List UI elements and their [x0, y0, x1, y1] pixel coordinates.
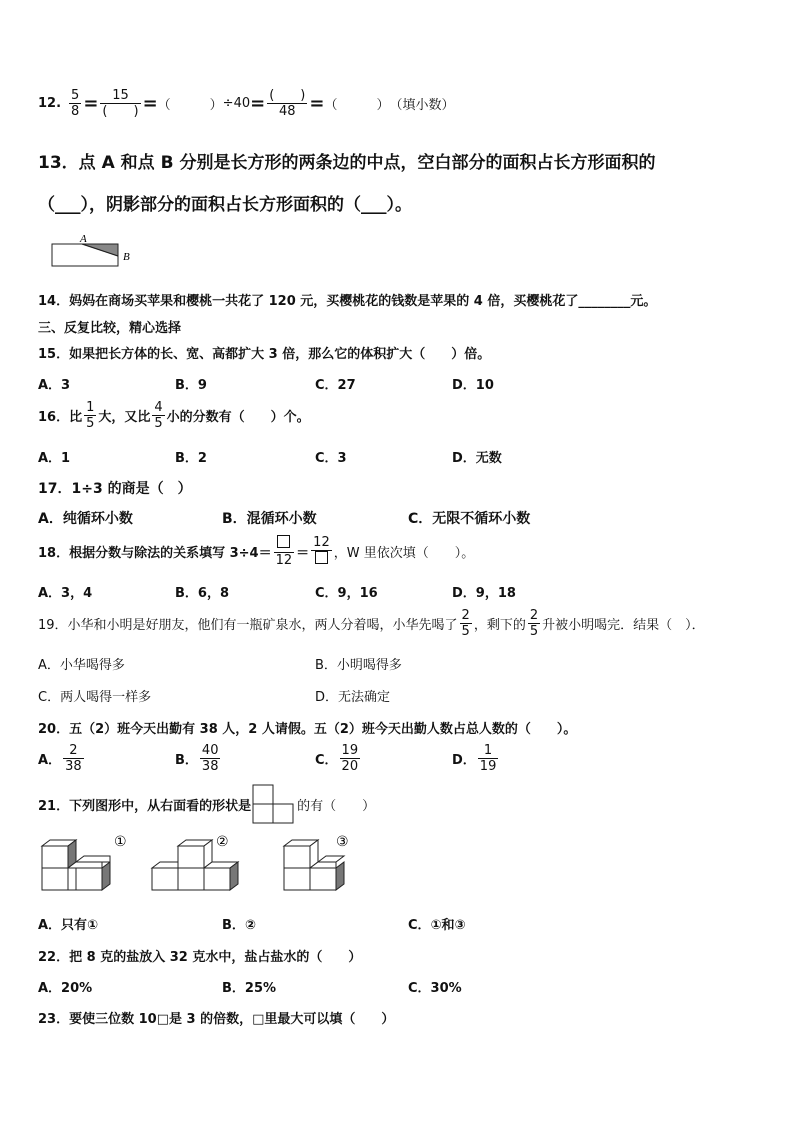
q12-fraction-2: $\frac{15}{( )}$: [102, 88, 139, 119]
q18-box-denominator[interactable]: [315, 551, 328, 564]
question-22: 22．把 8 克的盐放入 32 克水中，盐占盐水的（ ）: [38, 950, 362, 965]
q22-option-b[interactable]: B．25%: [222, 981, 277, 996]
q15-option-c[interactable]: C．27: [315, 378, 356, 393]
question-15: 15．如果把长方体的长、宽、高都扩大 3 倍，那么它的体积扩大（ ）倍。: [38, 347, 491, 362]
q21-figure-2-label: ②: [216, 834, 229, 850]
q21-figure-3-label: ③: [336, 834, 349, 850]
q12-equals-1: =: [83, 93, 99, 114]
q16-fraction-1: $\frac{1}{5}$: [86, 400, 95, 431]
q16-option-a[interactable]: A．1: [38, 451, 71, 466]
q18-box-numerator[interactable]: [277, 535, 290, 548]
q17-option-a[interactable]: A．纯循环小数: [38, 511, 133, 527]
question-16: 16．比 $\frac{1}{5}$ 大，又比 $\frac{4}{5}$ 小的分数有（ ）个。: [38, 400, 310, 431]
q15-option-d[interactable]: D．10: [452, 378, 494, 393]
q19-option-a[interactable]: A．小华喝得多: [38, 658, 125, 673]
q20-option-b-fraction: $\frac{40}{38}$: [201, 743, 219, 774]
q12-equals-3: =: [250, 93, 266, 114]
q18-option-a[interactable]: A．3，4: [38, 586, 93, 601]
q13-label-a: A: [80, 233, 87, 245]
q21-option-c[interactable]: C．①和③: [408, 918, 466, 933]
q20-option-c[interactable]: C． $\frac{19}{20}$: [315, 743, 359, 774]
q12-fraction-3: $\frac{( )}{48}$: [269, 88, 306, 119]
q12-number: 12.: [38, 96, 62, 111]
q21-figure-1-label: ①: [114, 834, 127, 850]
q21-figure-3: [282, 832, 362, 894]
q16-option-b[interactable]: B．2: [175, 451, 207, 466]
q12-note: （填小数）: [389, 98, 455, 113]
q21-figure-1: [40, 832, 130, 894]
q19-fraction-2: $\frac{2}{5}$: [529, 608, 539, 639]
q21-figure-2: [150, 832, 250, 894]
q18-option-c[interactable]: C．9，16: [315, 586, 378, 601]
question-13-line-1: 13．点 A 和点 B 分别是长方形的两条边的中点，空白部分的面积占长方形面积的: [38, 153, 656, 173]
q19-option-d[interactable]: D．无法确定: [315, 690, 391, 705]
q12-fraction-1: $\frac{5}{8}$: [71, 88, 80, 119]
q19-fraction-1: $\frac{2}{5}$: [461, 608, 470, 639]
question-23: 23．要使三位数 10□是 3 的倍数，□里最大可以填（ ）: [38, 1012, 395, 1027]
q16-option-c[interactable]: C．3: [315, 451, 347, 466]
q20-option-d[interactable]: D． $\frac{1}{19}$: [452, 743, 497, 774]
q12-blank-1[interactable]: （ ）: [157, 98, 223, 113]
q16-fraction-2: $\frac{4}{5}$: [154, 400, 163, 431]
q17-option-b[interactable]: B．混循环小数: [222, 511, 317, 527]
q12-equals-2: =: [142, 93, 158, 114]
question-21: 21．下列图形中，从右面看的形状是 的有（ ）: [38, 784, 375, 824]
q16-option-d[interactable]: D．无数: [452, 451, 502, 466]
q19-option-b[interactable]: B．小明喝得多: [315, 658, 402, 673]
q20-option-a[interactable]: A． $\frac{2}{38}$: [38, 743, 82, 774]
q18-fraction-1: 12: [274, 535, 295, 568]
q12-blank-2[interactable]: （ ）: [324, 98, 390, 113]
question-18: 18．根据分数与除法的关系填写 3÷4＝ 12 ＝ 12 ，W 里依次填（ ）。: [38, 535, 475, 568]
question-20: 20．五（2）班今天出勤有 38 人，2 人请假。五（2）班今天出勤人数占总人数的（ ）。: [38, 722, 577, 737]
q22-option-a[interactable]: A．20%: [38, 981, 93, 996]
q12-equals-4: =: [309, 93, 325, 114]
q21-option-a[interactable]: A．只有①: [38, 918, 99, 933]
q20-option-d-fraction: $\frac{1}{19}$: [479, 743, 497, 774]
q20-option-c-fraction: $\frac{19}{20}$: [341, 743, 359, 774]
q20-option-b[interactable]: B． $\frac{40}{38}$: [175, 743, 219, 774]
q18-option-b[interactable]: B．6，8: [175, 586, 229, 601]
q18-option-d[interactable]: D．9，18: [452, 586, 516, 601]
q15-option-a[interactable]: A．3: [38, 378, 71, 393]
q13-label-b: B: [123, 251, 130, 263]
q20-option-a-fraction: $\frac{2}{38}$: [65, 743, 82, 774]
question-14: 14．妈妈在商场买苹果和樱桃一共花了 120 元，买樱桃花的钱数是苹果的 4 倍，买樱桃花了________元。: [38, 294, 657, 309]
q21-right-view-shape: [252, 784, 296, 824]
question-12: [38, 88, 454, 119]
q21-option-b[interactable]: B．②: [222, 918, 256, 933]
q22-option-c[interactable]: C．30%: [408, 981, 462, 996]
question-17: 17．1÷3 的商是（ ）: [38, 481, 192, 497]
q17-option-c[interactable]: C．无限不循环小数: [408, 511, 531, 527]
section-3-title: 三、反复比较，精心选择: [38, 321, 182, 336]
q13-rectangle-figure: [48, 232, 144, 272]
q15-option-b[interactable]: B．9: [175, 378, 207, 393]
q19-option-c[interactable]: C．两人喝得一样多: [38, 690, 152, 705]
q12-divide-40: ÷40: [222, 96, 251, 111]
q18-fraction-2: 12: [311, 535, 332, 568]
question-13-line-2: （___），阴影部分的面积占长方形面积的（___）。: [38, 195, 412, 215]
question-19: 19．小华和小明是好朋友，他们有一瓶矿泉水，两人分着喝，小华先喝了 $\frac{2}{5}$ ，剩下的 $\frac{2}{5}$ 升被小明喝完．结果（ ）．: [38, 608, 705, 639]
